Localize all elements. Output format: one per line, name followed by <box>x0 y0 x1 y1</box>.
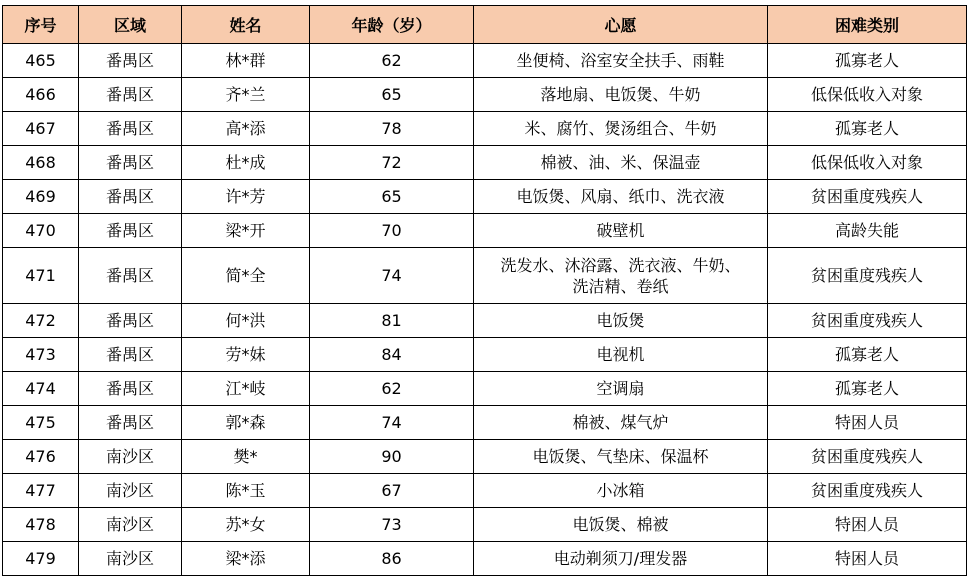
cell-wish: 电饭煲、棉被 <box>474 508 768 542</box>
cell-wish: 米、腐竹、煲汤组合、牛奶 <box>474 112 768 146</box>
cell-wish: 棉被、油、米、保温壶 <box>474 146 768 180</box>
table-row <box>3 474 967 508</box>
cell-district: 南沙区 <box>79 542 182 576</box>
cell-district: 番禺区 <box>79 146 182 180</box>
cell-index: 467 <box>3 112 79 146</box>
table-row <box>3 440 967 474</box>
cell-name: 苏*女 <box>182 508 310 542</box>
table-row <box>3 112 967 146</box>
table-row <box>3 248 967 304</box>
cell-name: 简*全 <box>182 248 310 304</box>
cell-age: 84 <box>310 338 474 372</box>
cell-name: 林*群 <box>182 44 310 78</box>
cell-age: 72 <box>310 146 474 180</box>
cell-wish: 电动剃须刀/理发器 <box>474 542 768 576</box>
cell-district: 番禺区 <box>79 406 182 440</box>
cell-district: 番禺区 <box>79 44 182 78</box>
cell-index: 474 <box>3 372 79 406</box>
table-row <box>3 180 967 214</box>
cell-category: 贫困重度残疾人 <box>768 474 967 508</box>
table-row <box>3 214 967 248</box>
wish-list-table <box>2 5 967 576</box>
cell-name: 江*岐 <box>182 372 310 406</box>
cell-district: 番禺区 <box>79 372 182 406</box>
cell-name: 郭*森 <box>182 406 310 440</box>
table-row <box>3 338 967 372</box>
cell-index: 473 <box>3 338 79 372</box>
cell-category: 孤寡老人 <box>768 338 967 372</box>
table-row <box>3 508 967 542</box>
cell-index: 476 <box>3 440 79 474</box>
cell-category: 特困人员 <box>768 542 967 576</box>
cell-wish: 电饭煲、风扇、纸巾、洗衣液 <box>474 180 768 214</box>
cell-index: 471 <box>3 248 79 304</box>
cell-district: 番禺区 <box>79 338 182 372</box>
cell-district: 番禺区 <box>79 248 182 304</box>
cell-age: 62 <box>310 372 474 406</box>
cell-index: 470 <box>3 214 79 248</box>
cell-name: 齐*兰 <box>182 78 310 112</box>
cell-name: 许*芳 <box>182 180 310 214</box>
cell-category: 孤寡老人 <box>768 372 967 406</box>
cell-wish: 电视机 <box>474 338 768 372</box>
cell-index: 465 <box>3 44 79 78</box>
cell-wish: 空调扇 <box>474 372 768 406</box>
cell-index: 478 <box>3 508 79 542</box>
table-row <box>3 372 967 406</box>
table-row <box>3 406 967 440</box>
header-age: 年龄（岁） <box>310 6 474 44</box>
cell-age: 86 <box>310 542 474 576</box>
cell-category: 低保低收入对象 <box>768 78 967 112</box>
cell-index: 479 <box>3 542 79 576</box>
cell-category: 特困人员 <box>768 508 967 542</box>
cell-name: 劳*妹 <box>182 338 310 372</box>
cell-index: 477 <box>3 474 79 508</box>
cell-wish-text: 洗发水、沐浴露、洗衣液、牛奶、 洗洁精、卷纸 <box>500 255 741 296</box>
table-row <box>3 146 967 180</box>
cell-index: 472 <box>3 304 79 338</box>
cell-category: 贫困重度残疾人 <box>768 440 967 474</box>
table-row <box>3 542 967 576</box>
cell-category: 低保低收入对象 <box>768 146 967 180</box>
table-row <box>3 304 967 338</box>
cell-district: 番禺区 <box>79 78 182 112</box>
cell-age: 81 <box>310 304 474 338</box>
cell-wish: 电饭煲、气垫床、保温杯 <box>474 440 768 474</box>
header-index: 序号 <box>3 6 79 44</box>
cell-age: 90 <box>310 440 474 474</box>
cell-wish: 落地扇、电饭煲、牛奶 <box>474 78 768 112</box>
cell-wish: 破壁机 <box>474 214 768 248</box>
cell-category: 高龄失能 <box>768 214 967 248</box>
table-row <box>3 44 967 78</box>
table-row <box>3 78 967 112</box>
cell-index: 468 <box>3 146 79 180</box>
cell-age: 74 <box>310 406 474 440</box>
cell-district: 番禺区 <box>79 304 182 338</box>
cell-wish: 电饭煲 <box>474 304 768 338</box>
cell-category: 孤寡老人 <box>768 112 967 146</box>
cell-age: 73 <box>310 508 474 542</box>
cell-age: 78 <box>310 112 474 146</box>
cell-name: 陈*玉 <box>182 474 310 508</box>
cell-district: 番禺区 <box>79 214 182 248</box>
cell-category: 贫困重度残疾人 <box>768 304 967 338</box>
cell-wish: 坐便椅、浴室安全扶手、雨鞋 <box>474 44 768 78</box>
cell-age: 62 <box>310 44 474 78</box>
cell-name: 梁*添 <box>182 542 310 576</box>
cell-wish: 棉被、煤气炉 <box>474 406 768 440</box>
cell-wish: 小冰箱 <box>474 474 768 508</box>
cell-district: 南沙区 <box>79 508 182 542</box>
cell-district: 番禺区 <box>79 112 182 146</box>
cell-age: 65 <box>310 180 474 214</box>
cell-category: 特困人员 <box>768 406 967 440</box>
cell-name: 杜*成 <box>182 146 310 180</box>
header-wish: 心愿 <box>474 6 768 44</box>
cell-index: 469 <box>3 180 79 214</box>
wish-list-sheet <box>2 5 966 576</box>
cell-category: 贫困重度残疾人 <box>768 180 967 214</box>
cell-age: 65 <box>310 78 474 112</box>
cell-wish <box>474 248 768 304</box>
cell-index: 466 <box>3 78 79 112</box>
cell-name: 何*洪 <box>182 304 310 338</box>
cell-district: 南沙区 <box>79 440 182 474</box>
cell-age: 74 <box>310 248 474 304</box>
header-name: 姓名 <box>182 6 310 44</box>
cell-district: 番禺区 <box>79 180 182 214</box>
cell-name: 高*添 <box>182 112 310 146</box>
cell-category: 孤寡老人 <box>768 44 967 78</box>
cell-age: 70 <box>310 214 474 248</box>
header-district: 区域 <box>79 6 182 44</box>
header-row <box>3 6 967 44</box>
header-category: 困难类别 <box>768 6 967 44</box>
cell-district: 南沙区 <box>79 474 182 508</box>
cell-name: 樊* <box>182 440 310 474</box>
cell-category: 贫困重度残疾人 <box>768 248 967 304</box>
cell-index: 475 <box>3 406 79 440</box>
cell-age: 67 <box>310 474 474 508</box>
cell-name: 梁*开 <box>182 214 310 248</box>
